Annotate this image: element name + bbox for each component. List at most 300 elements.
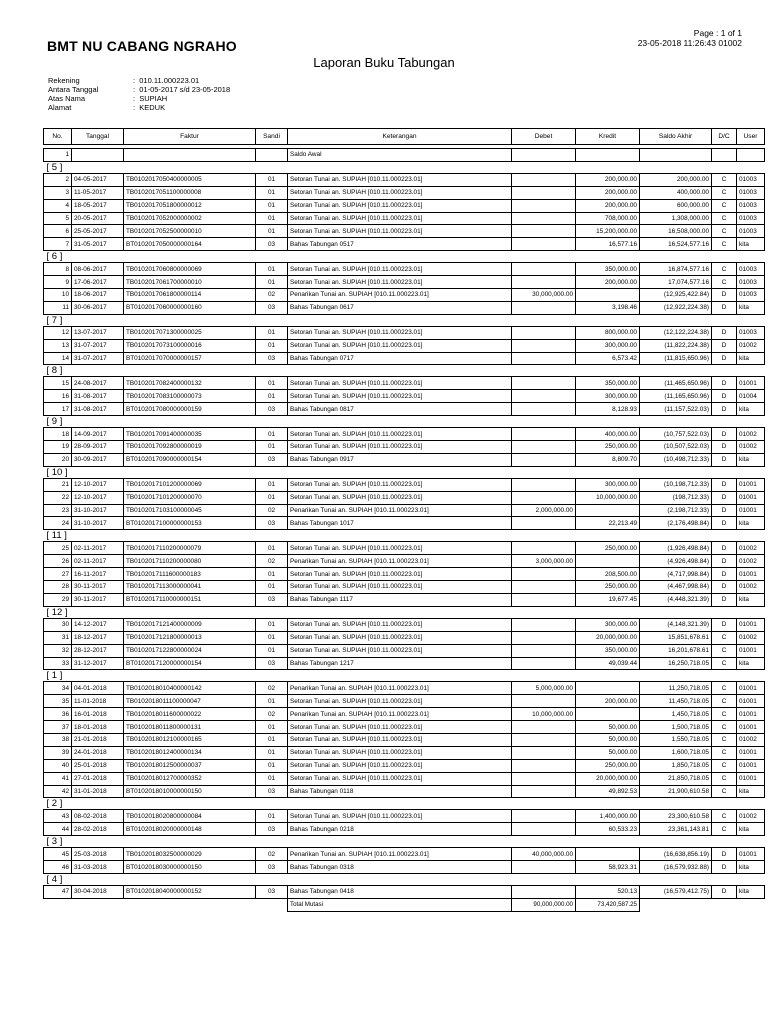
- table-row: [44, 746, 765, 759]
- table-row: [44, 785, 765, 798]
- cell-keterangan: Setoran Tunai an. SUPIAH [010.11.000223.01]: [288, 581, 512, 594]
- cell-saldo-akhir: (4,717,998.84): [640, 568, 712, 581]
- cell-debet: [512, 695, 576, 708]
- cell-debet: [512, 733, 576, 746]
- cell-faktur: TB0102017060800000069: [124, 263, 256, 276]
- cell-keterangan: Setoran Tunai an. SUPIAH [010.11.000223.01]: [288, 441, 512, 454]
- cell-no: 34: [44, 682, 72, 695]
- cell-sandi: 02: [256, 708, 288, 721]
- cell-faktur: BT0102017120000000154: [124, 657, 256, 670]
- cell-sandi: 03: [256, 593, 288, 606]
- cell-tanggal: 31-10-2017: [72, 504, 124, 517]
- cell-no: 27: [44, 568, 72, 581]
- cell-debet: 30,000,000.00: [512, 289, 576, 302]
- cell-saldo-akhir: (16,638,856.19): [640, 848, 712, 861]
- cell-debet: [512, 173, 576, 186]
- cell-user: 01002: [737, 810, 765, 823]
- cell-dc: D: [712, 618, 737, 631]
- cell-keterangan: Setoran Tunai an. SUPIAH [010.11.000223.01]: [288, 263, 512, 276]
- cell-tanggal: 16-01-2018: [72, 708, 124, 721]
- cell-debet: [512, 618, 576, 631]
- cell-tanggal: 14-09-2017: [72, 428, 124, 441]
- cell-dc: D: [712, 339, 737, 352]
- info-label: Atas Nama: [48, 94, 86, 103]
- table-row: [44, 823, 765, 836]
- cell-debet: [512, 186, 576, 199]
- cell-tanggal: 21-01-2018: [72, 733, 124, 746]
- cell-sandi: 01: [256, 491, 288, 504]
- cell-kredit: 520.13: [576, 885, 640, 898]
- cell-sandi: 01: [256, 542, 288, 555]
- cell-debet: [512, 301, 576, 314]
- cell-kredit: 200,000.00: [576, 276, 640, 289]
- cell-sandi: 03: [256, 403, 288, 416]
- cell-debet: [512, 759, 576, 772]
- cell-dc: C: [712, 733, 737, 746]
- cell-saldo-akhir: 17,074,577.16: [640, 276, 712, 289]
- cell-sandi: 01: [256, 263, 288, 276]
- cell-saldo-akhir: 1,850,718.05: [640, 759, 712, 772]
- cell-user: 01001: [737, 377, 765, 390]
- cell-no: 39: [44, 746, 72, 759]
- cell-keterangan: Bahas Tabungan 0218: [288, 823, 512, 836]
- table-row: [44, 593, 765, 606]
- month-group-header: [44, 606, 765, 618]
- table-row: [44, 810, 765, 823]
- cell-tanggal: 18-12-2017: [72, 631, 124, 644]
- cell-no: 9: [44, 276, 72, 289]
- cell-sandi: 01: [256, 199, 288, 212]
- cell-debet: [512, 238, 576, 251]
- cell-user: 01002: [737, 339, 765, 352]
- account-info-row: [48, 103, 230, 112]
- cell-saldo-akhir: (2,176,498.84): [640, 517, 712, 530]
- cell-kredit: 300,000.00: [576, 478, 640, 491]
- cell-tanggal: 13-07-2017: [72, 326, 124, 339]
- cell-faktur: BT0102017090000000154: [124, 453, 256, 466]
- cell-sandi: 01: [256, 339, 288, 352]
- cell-dc: C: [712, 186, 737, 199]
- cell-kredit: 8,128.93: [576, 403, 640, 416]
- cell-debet: [512, 326, 576, 339]
- cell-debet: [512, 263, 576, 276]
- cell-dc: D: [712, 326, 737, 339]
- cell-dc: C: [712, 644, 737, 657]
- month-group-header: [44, 836, 765, 848]
- cell-dc: D: [712, 885, 737, 898]
- account-info: [48, 76, 230, 112]
- cell-saldo-akhir: (11,815,650.96): [640, 352, 712, 365]
- month-group-label: [ 11 ]: [46, 530, 67, 542]
- cell-faktur: BT0102018040000000152: [124, 885, 256, 898]
- cell-saldo-akhir: (11,157,522.03): [640, 403, 712, 416]
- cell-no: 19: [44, 441, 72, 454]
- table-row: [44, 212, 765, 225]
- cell-keterangan: Setoran Tunai an. SUPIAH [010.11.000223.01]: [288, 542, 512, 555]
- cell-dc: D: [712, 453, 737, 466]
- column-header: Sandi: [256, 129, 288, 145]
- cell-kredit: 400,000.00: [576, 428, 640, 441]
- month-group-label: [ 6 ]: [46, 251, 63, 263]
- cell-debet: [512, 542, 576, 555]
- cell-tanggal: 30-09-2017: [72, 453, 124, 466]
- cell-keterangan: Penarikan Tunai an. SUPIAH [010.11.000223.01]: [288, 708, 512, 721]
- cell-keterangan: Penarikan Tunai an. SUPIAH [010.11.000223.01]: [288, 289, 512, 302]
- cell-saldo-akhir: (16,579,932.88): [640, 861, 712, 874]
- print-timestamp: 23-05-2018 11:26:43 01002: [637, 38, 742, 48]
- cell-dc: D: [712, 377, 737, 390]
- cell-kredit: [576, 555, 640, 568]
- info-label: Alamat: [48, 103, 72, 112]
- cell-tanggal: 24-01-2018: [72, 746, 124, 759]
- cell-tanggal: 31-12-2017: [72, 657, 124, 670]
- cell-saldo-akhir: 23,361,143.81: [640, 823, 712, 836]
- cell-kredit: 16,577.16: [576, 238, 640, 251]
- month-group-label: [ 7 ]: [46, 314, 63, 326]
- table-row: [44, 885, 765, 898]
- cell-kredit: 58,923.31: [576, 861, 640, 874]
- cell-sandi: 01: [256, 377, 288, 390]
- cell-no: 11: [44, 301, 72, 314]
- cell-saldo-akhir: 1,308,000.00: [640, 212, 712, 225]
- cell-tanggal: 20-05-2017: [72, 212, 124, 225]
- cell-keterangan: Bahas Tabungan 0517: [288, 238, 512, 251]
- cell-dc: D: [712, 289, 737, 302]
- cell-keterangan: Bahas Tabungan 0917: [288, 453, 512, 466]
- cell-faktur: TB0102017110200000079: [124, 542, 256, 555]
- cell-no: 37: [44, 721, 72, 734]
- cell-sandi: 01: [256, 390, 288, 403]
- cell-kredit: 300,000.00: [576, 618, 640, 631]
- cell-user: 01003: [737, 225, 765, 238]
- cell-sandi: 01: [256, 721, 288, 734]
- cell-no: 22: [44, 491, 72, 504]
- column-header: Saldo Akhir: [640, 129, 712, 145]
- cell-user: 01002: [737, 581, 765, 594]
- table-row: [44, 759, 765, 772]
- cell-sandi: 01: [256, 695, 288, 708]
- cell-user: kita: [737, 885, 765, 898]
- column-header: Kredit: [576, 129, 640, 145]
- cell-no: 24: [44, 517, 72, 530]
- cell-tanggal: 25-03-2018: [72, 848, 124, 861]
- cell-keterangan: Bahas Tabungan 0318: [288, 861, 512, 874]
- cell-user: kita: [737, 453, 765, 466]
- cell-keterangan: Setoran Tunai an. SUPIAH [010.11.000223.01]: [288, 772, 512, 785]
- cell-no: 40: [44, 759, 72, 772]
- cell-keterangan: Bahas Tabungan 0717: [288, 352, 512, 365]
- info-value: : SUPIAH: [133, 94, 168, 103]
- cell-tanggal: 08-02-2018: [72, 810, 124, 823]
- cell-kredit: 3,198.46: [576, 301, 640, 314]
- cell-kredit: 20,000,000.00: [576, 772, 640, 785]
- table-row: [44, 199, 765, 212]
- cell-dc: D: [712, 861, 737, 874]
- cell-kredit: 15,200,000.00: [576, 225, 640, 238]
- cell-dc: C: [712, 708, 737, 721]
- cell-keterangan: Setoran Tunai an. SUPIAH [010.11.000223.01]: [288, 631, 512, 644]
- cell-keterangan: Setoran Tunai an. SUPIAH [010.11.000223.01]: [288, 199, 512, 212]
- cell-dc: D: [712, 517, 737, 530]
- cell-faktur: TB0102018011800000131: [124, 721, 256, 734]
- cell-user: kita: [737, 238, 765, 251]
- cell-sandi: 01: [256, 746, 288, 759]
- cell-kredit: 300,000.00: [576, 339, 640, 352]
- cell-no: 4: [44, 199, 72, 212]
- cell-no: 47: [44, 885, 72, 898]
- cell-faktur: BT0102017110000000151: [124, 593, 256, 606]
- table-row: [44, 618, 765, 631]
- cell-sandi: 01: [256, 186, 288, 199]
- cell-tanggal: 30-11-2017: [72, 593, 124, 606]
- cell-saldo-akhir: 1,500,718.05: [640, 721, 712, 734]
- cell-tanggal: 30-06-2017: [72, 301, 124, 314]
- cell-sandi: 01: [256, 441, 288, 454]
- cell-dc: D: [712, 390, 737, 403]
- cell-user: 01003: [737, 276, 765, 289]
- cell-kredit: [576, 708, 640, 721]
- month-group-header: [44, 416, 765, 428]
- cell-keterangan: Setoran Tunai an. SUPIAH [010.11.000223.01]: [288, 478, 512, 491]
- cell-debet: 2,000,000.00: [512, 504, 576, 517]
- cell-no: 32: [44, 644, 72, 657]
- cell-dc: C: [712, 263, 737, 276]
- cell-faktur: TB0102018012700000352: [124, 772, 256, 785]
- cell-saldo-akhir: (4,148,321.39): [640, 618, 712, 631]
- cell-debet: [512, 568, 576, 581]
- cell-keterangan: Setoran Tunai an. SUPIAH [010.11.000223.01]: [288, 276, 512, 289]
- cell-no: 31: [44, 631, 72, 644]
- cell-user: 01001: [737, 708, 765, 721]
- cell-dc: D: [712, 581, 737, 594]
- cell-dc: C: [712, 238, 737, 251]
- cell-user: 01001: [737, 478, 765, 491]
- cell-dc: D: [712, 403, 737, 416]
- month-group-header: [44, 873, 765, 885]
- month-group-label: [ 1 ]: [46, 670, 63, 682]
- info-value: : 010.11.000223.01: [133, 76, 200, 85]
- table-row: [44, 555, 765, 568]
- cell-dc: D: [712, 555, 737, 568]
- savings-ledger-table: [43, 128, 765, 912]
- cell-tanggal: 11-01-2018: [72, 695, 124, 708]
- cell-user: 01003: [737, 186, 765, 199]
- cell-dc: D: [712, 593, 737, 606]
- cell-keterangan: Setoran Tunai an. SUPIAH [010.11.000223.01]: [288, 212, 512, 225]
- cell-no: 8: [44, 263, 72, 276]
- cell-sandi: 02: [256, 682, 288, 695]
- table-row: [44, 695, 765, 708]
- table-row: [44, 238, 765, 251]
- cell-tanggal: 14-12-2017: [72, 618, 124, 631]
- cell-tanggal: 30-04-2018: [72, 885, 124, 898]
- cell-user: 01001: [737, 504, 765, 517]
- month-group-label: [ 4 ]: [46, 873, 63, 885]
- opening-balance-row: [44, 149, 765, 162]
- cell-keterangan: Setoran Tunai an. SUPIAH [010.11.000223.01]: [288, 428, 512, 441]
- table-row: [44, 581, 765, 594]
- cell-user: kita: [737, 823, 765, 836]
- cell-sandi: 01: [256, 212, 288, 225]
- cell-tanggal: 02-11-2017: [72, 555, 124, 568]
- cell-no: 3: [44, 186, 72, 199]
- cell-debet: 40,000,000.00: [512, 848, 576, 861]
- cell-kredit: 250,000.00: [576, 581, 640, 594]
- cell-sandi: 01: [256, 478, 288, 491]
- cell-debet: [512, 593, 576, 606]
- cell-dc: C: [712, 772, 737, 785]
- cell-kredit: 10,000,000.00: [576, 491, 640, 504]
- cell-sandi: 01: [256, 644, 288, 657]
- cell-sandi: 03: [256, 885, 288, 898]
- cell-user: 01001: [737, 682, 765, 695]
- cell-no: 38: [44, 733, 72, 746]
- cell-sandi: 02: [256, 504, 288, 517]
- table-row: [44, 682, 765, 695]
- cell-tanggal: 02-11-2017: [72, 542, 124, 555]
- cell-keterangan: Setoran Tunai an. SUPIAH [010.11.000223.01]: [288, 746, 512, 759]
- cell-tanggal: 28-09-2017: [72, 441, 124, 454]
- cell-user: 01001: [737, 491, 765, 504]
- cell-kredit: 350,000.00: [576, 644, 640, 657]
- cell-saldo-akhir: 23,300,610.58: [640, 810, 712, 823]
- cell-saldo-akhir: 1,600,718.05: [640, 746, 712, 759]
- month-group-label: [ 10 ]: [46, 466, 68, 478]
- cell-saldo-akhir: 16,508,000.00: [640, 225, 712, 238]
- cell-saldo-akhir: (12,922,224.38): [640, 301, 712, 314]
- cell-faktur: BT0102017100000000153: [124, 517, 256, 530]
- cell-tanggal: 31-08-2017: [72, 390, 124, 403]
- cell-user: 01001: [737, 746, 765, 759]
- cell-no: 33: [44, 657, 72, 670]
- cell-debet: [512, 225, 576, 238]
- column-header: User: [737, 129, 765, 145]
- cell-keterangan: Setoran Tunai an. SUPIAH [010.11.000223.01]: [288, 618, 512, 631]
- cell-keterangan: Bahas Tabungan 0418: [288, 885, 512, 898]
- cell-user: kita: [737, 517, 765, 530]
- cell-saldo-akhir: (12,122,224.38): [640, 326, 712, 339]
- table-row: [44, 390, 765, 403]
- cell-user: kita: [737, 352, 765, 365]
- month-group-header: [44, 314, 765, 326]
- table-row: [44, 772, 765, 785]
- cell-faktur: TB0102017121800000013: [124, 631, 256, 644]
- cell-sandi: 03: [256, 657, 288, 670]
- cell-faktur: BT0102017060000000160: [124, 301, 256, 314]
- cell-no: 23: [44, 504, 72, 517]
- cell-no: 5: [44, 212, 72, 225]
- cell-no: 17: [44, 403, 72, 416]
- cell-faktur: TB0102017073100000016: [124, 339, 256, 352]
- column-header: Debet: [512, 129, 576, 145]
- cell-debet: [512, 785, 576, 798]
- month-group-header: [44, 251, 765, 263]
- cell-user: 01001: [737, 772, 765, 785]
- cell-sandi: 02: [256, 555, 288, 568]
- cell-user: 01003: [737, 326, 765, 339]
- column-header: Faktur: [124, 129, 256, 145]
- table-row: [44, 453, 765, 466]
- cell-saldo-akhir: 16,874,577.16: [640, 263, 712, 276]
- cell-sandi: 01: [256, 759, 288, 772]
- cell-sandi: 01: [256, 568, 288, 581]
- cell-faktur: TB0102018012500000037: [124, 759, 256, 772]
- cell-keterangan: Penarikan Tunai an. SUPIAH [010.11.000223.01]: [288, 504, 512, 517]
- cell-faktur: TB0102017071300000025: [124, 326, 256, 339]
- cell-tanggal: 16-11-2017: [72, 568, 124, 581]
- cell-sandi: 01: [256, 772, 288, 785]
- cell-no: 42: [44, 785, 72, 798]
- cell-keterangan: Bahas Tabungan 0817: [288, 403, 512, 416]
- cell-keterangan: Bahas Tabungan 0118: [288, 785, 512, 798]
- cell-sandi: 01: [256, 581, 288, 594]
- cell-kredit: 60,533.23: [576, 823, 640, 836]
- table-row: [44, 289, 765, 302]
- cell-no: 28: [44, 581, 72, 594]
- cell-faktur: TB0102018011600000022: [124, 708, 256, 721]
- table-row: [44, 657, 765, 670]
- cell-kredit: [576, 289, 640, 302]
- month-group-label: [ 8 ]: [46, 365, 63, 377]
- cell-faktur: TB0102017061700000010: [124, 276, 256, 289]
- cell-keterangan: Setoran Tunai an. SUPIAH [010.11.000223.01]: [288, 173, 512, 186]
- cell-saldo-akhir: (4,448,321.39): [640, 593, 712, 606]
- cell-saldo-akhir: (11,165,650.96): [640, 390, 712, 403]
- cell-saldo-akhir: 200,000.00: [640, 173, 712, 186]
- cell-faktur: TB0102017091400000035: [124, 428, 256, 441]
- table-row: [44, 428, 765, 441]
- page-number: Page : 1 of 1: [693, 28, 742, 38]
- cell-user: kita: [737, 403, 765, 416]
- cell-saldo-akhir: 16,201,678.61: [640, 644, 712, 657]
- cell-sandi: 01: [256, 810, 288, 823]
- cell-debet: 10,000,000.00: [512, 708, 576, 721]
- cell-faktur: TB0102017121400000009: [124, 618, 256, 631]
- month-group-label: [ 3 ]: [46, 836, 63, 848]
- cell-no: 36: [44, 708, 72, 721]
- table-row: [44, 517, 765, 530]
- report-title: Laporan Buku Tabungan: [313, 55, 455, 70]
- cell-faktur: TB0102017111600000183: [124, 568, 256, 581]
- cell-keterangan: Setoran Tunai an. SUPIAH [010.11.000223.01]: [288, 810, 512, 823]
- cell-debet: [512, 746, 576, 759]
- cell-user: kita: [737, 861, 765, 874]
- cell-sandi: 01: [256, 276, 288, 289]
- cell-faktur: TB0102018020800000084: [124, 810, 256, 823]
- table-row: [44, 542, 765, 555]
- cell-keterangan: Setoran Tunai an. SUPIAH [010.11.000223.01]: [288, 733, 512, 746]
- cell-kredit: 350,000.00: [576, 263, 640, 276]
- cell-no: 29: [44, 593, 72, 606]
- cell-sandi: 02: [256, 848, 288, 861]
- cell-dc: D: [712, 542, 737, 555]
- cell-keterangan: Setoran Tunai an. SUPIAH [010.11.000223.01]: [288, 390, 512, 403]
- cell-debet: 3,000,000.00: [512, 555, 576, 568]
- cell-tanggal: 25-01-2018: [72, 759, 124, 772]
- cell-no: 15: [44, 377, 72, 390]
- cell-saldo-akhir: 21,900,610.58: [640, 785, 712, 798]
- cell-kredit: 22,213.49: [576, 517, 640, 530]
- page-info: [638, 28, 742, 48]
- table-row: [44, 403, 765, 416]
- cell-sandi: 01: [256, 618, 288, 631]
- cell-faktur: TB0102017103100000045: [124, 504, 256, 517]
- cell-user: kita: [737, 785, 765, 798]
- cell-no: 21: [44, 478, 72, 491]
- info-label: Antara Tanggal: [48, 85, 99, 94]
- cell-debet: 5,000,000.00: [512, 682, 576, 695]
- cell-sandi: 03: [256, 238, 288, 251]
